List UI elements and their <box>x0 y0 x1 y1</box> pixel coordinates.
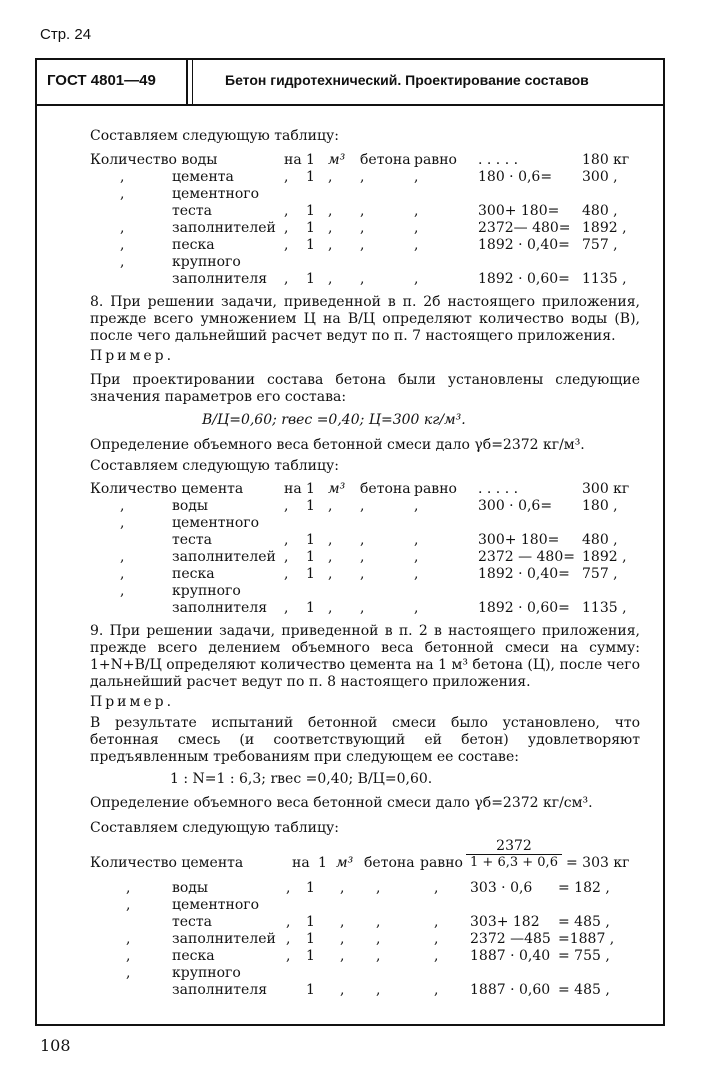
table1-row-5-name: песка <box>172 237 215 253</box>
table3-fraction-numerator: 2372 <box>466 838 562 855</box>
table3-row-3-b: , <box>376 931 381 947</box>
table3-row-3-f: 2372 —485 <box>470 931 551 947</box>
table2-row-0-f: . . . . . <box>478 481 519 497</box>
table3-row-4-u: , <box>286 948 291 964</box>
table2-row-5-u: , <box>284 566 289 582</box>
table3-row-1-q: , <box>126 897 131 913</box>
table1-row-4-r: , <box>414 220 419 236</box>
table1-row-6-name: крупного <box>172 254 241 270</box>
example2-formula: 1 : N=1 : 6,3; rвес =0,40; В/Ц=0,60. <box>170 771 433 787</box>
table1-row-0-v: 180 кг <box>582 152 630 168</box>
table2-row-1-name: воды <box>172 498 209 514</box>
table3-first-b: бетона <box>364 855 415 871</box>
table2-row-2-q: , <box>120 515 125 531</box>
table2-row-6-name: крупного <box>172 583 241 599</box>
table1-row-0-m: м³ <box>328 152 346 168</box>
header-divider <box>186 60 188 104</box>
table2-row-7-r: , <box>414 600 419 616</box>
table1-row-2-q: , <box>120 186 125 202</box>
table1-caption: Составляем следующую таблицу: <box>90 128 339 144</box>
table2-row-0-m: м³ <box>328 481 346 497</box>
table2-row-5-q: , <box>120 566 125 582</box>
table2-row-2-name: цементного <box>172 515 260 531</box>
table3-row-2-r: , <box>434 914 439 930</box>
table3-row-6-n: 1 <box>306 982 315 998</box>
table2-row-4-q: , <box>120 549 125 565</box>
header-divider-thin <box>192 60 193 104</box>
table3-row-4-n: 1 <box>306 948 315 964</box>
table2-row-1-f: 300 · 0,6= <box>478 498 553 514</box>
table2-row-0-name: Количество цемента <box>90 481 244 497</box>
table2-row-4-f: 2372 — 480= <box>478 549 575 565</box>
table3-row-2-name: теста <box>172 914 212 930</box>
table1-row-7-v: 1135 , <box>582 271 627 287</box>
table1-row-3-u: , <box>284 203 289 219</box>
table1-row-3-n: 1 <box>306 203 315 219</box>
table1-row-4-m: , <box>328 220 333 236</box>
table3-row-0-u: , <box>286 880 291 896</box>
table3-first-name: Количество цемента <box>90 855 244 871</box>
example1-formula: В/Ц=0,60; rвес =0,40; Ц=300 кг/м³. <box>202 412 466 428</box>
table2-row-5-n: 1 <box>306 566 315 582</box>
table2-row-0-b: бетона <box>360 481 411 497</box>
table2-row-5-v: 757 , <box>582 566 618 582</box>
table2-row-1-q: , <box>120 498 125 514</box>
table1-row-5-q: , <box>120 237 125 253</box>
table3-row-4-r: , <box>434 948 439 964</box>
table2-row-3-f: 300+ 180= <box>478 532 560 548</box>
paragraph-9: 9. При решении задачи, приведенной в п. 2 в настоящего приложения, прежде всего делением объемного веса бетонной смеси на сумму: 1+N+В/Ц определяют количество цемента на 1 м³ бетона (Ц), после чего дальнейший расчет ведут по п. 8 настоящего приложения. <box>90 623 640 690</box>
table2-row-7-v: 1135 , <box>582 600 627 616</box>
table3-row-4-name: песка <box>172 948 215 964</box>
table2-row-1-m: , <box>328 498 333 514</box>
table3-fraction-denominator: 1 + 6,3 + 0,6 <box>470 855 558 870</box>
table2-row-4-name: заполнителей <box>172 549 276 565</box>
table1-row-1-n: 1 <box>306 169 315 185</box>
table1-row-0-b: бетона <box>360 152 411 168</box>
table1-row-7-b: , <box>360 271 365 287</box>
table1-row-2-name: цементного <box>172 186 260 202</box>
table3-row-0-v: = 182 , <box>558 880 610 896</box>
table3-row-4-f: 1887 · 0,40 <box>470 948 551 964</box>
table2-row-3-m: , <box>328 532 333 548</box>
table2-row-1-b: , <box>360 498 365 514</box>
table2-row-0-v: 300 кг <box>582 481 630 497</box>
table2-row-4-n: 1 <box>306 549 315 565</box>
table1-row-4-name: заполнителей <box>172 220 276 236</box>
table1-row-1-v: 300 , <box>582 169 618 185</box>
table1-row-3-b: , <box>360 203 365 219</box>
table1-row-1-r: , <box>414 169 419 185</box>
table1-row-4-f: 2372— 480= <box>478 220 571 236</box>
table1-row-1-q: , <box>120 169 125 185</box>
table3-row-4-v: = 755 , <box>558 948 610 964</box>
table3-row-6-r: , <box>434 982 439 998</box>
table2-row-3-u: , <box>284 532 289 548</box>
table1-row-4-n: 1 <box>306 220 315 236</box>
table3-row-0-q: , <box>126 880 131 896</box>
table2-row-1-n: 1 <box>306 498 315 514</box>
document-header <box>37 60 663 106</box>
table3-caption: Составляем следующую таблицу: <box>90 820 339 836</box>
table3-row-3-v: =1887 , <box>558 931 615 947</box>
table1-row-3-r: , <box>414 203 419 219</box>
table2-row-6-q: , <box>120 583 125 599</box>
table1-row-0-r: равно <box>414 152 457 168</box>
table3-row-0-m: , <box>340 880 345 896</box>
table3-row-4-b: , <box>376 948 381 964</box>
table2-row-7-name: заполнителя <box>172 600 268 616</box>
table3-row-1-name: цементного <box>172 897 260 913</box>
table2-row-4-u: , <box>284 549 289 565</box>
table2-caption: Составляем следующую таблицу: <box>90 458 339 474</box>
table1-row-4-u: , <box>284 220 289 236</box>
table3-first-u: на <box>292 855 310 871</box>
table1-row-1-b: , <box>360 169 365 185</box>
table2-row-0-n: 1 <box>306 481 315 497</box>
paragraph-8: 8. При решении задачи, приведенной в п. 2б настоящего приложения, прежде всего умножением Ц на В/Ц определяют количество воды (В), после чего дальнейший расчет ведут по п. 7 настоящего приложения. <box>90 294 640 344</box>
example1-text: При проектировании состава бетона были установлены следующие значения параметров его состава: <box>90 372 640 405</box>
table1-row-7-name: заполнителя <box>172 271 268 287</box>
standard-title: Бетон гидротехнический. Проектирование составов <box>225 72 589 88</box>
example2-text: В результате испытаний бетонной смеси было установлено, что бетонная смесь (и соответствующий ей бетон) удовлетворяют предъявленным требованиям при следующем ее составе: <box>90 715 640 765</box>
table2-row-1-v: 180 , <box>582 498 618 514</box>
table3-first-n: 1 <box>318 855 327 871</box>
table3-row-6-f: 1887 · 0,60 <box>470 982 551 998</box>
table3-row-6-b: , <box>376 982 381 998</box>
table3-row-4-m: , <box>340 948 345 964</box>
page-number: 108 <box>40 1036 71 1055</box>
table1-row-7-r: , <box>414 271 419 287</box>
example1-label: Пример. <box>90 348 175 364</box>
table1-row-0-name: Количество воды <box>90 152 218 168</box>
table3-row-3-r: , <box>434 931 439 947</box>
table1-row-6-q: , <box>120 254 125 270</box>
table3-first-value: = 303 кг <box>566 855 630 871</box>
table3-row-5-q: , <box>126 965 131 981</box>
table1-row-1-f: 180 · 0,6= <box>478 169 553 185</box>
standard-code: ГОСТ 4801—49 <box>47 72 156 89</box>
table2-row-3-name: теста <box>172 532 212 548</box>
table3-row-3-name: заполнителей <box>172 931 276 947</box>
table3-row-2-n: 1 <box>306 914 315 930</box>
table2-row-3-r: , <box>414 532 419 548</box>
table3-row-2-u: , <box>286 914 291 930</box>
example2-density: Определение объемного веса бетонной смеси дало γб=2372 кг/см³. <box>90 795 593 811</box>
table1-row-4-v: 1892 , <box>582 220 627 236</box>
table3-row-3-n: 1 <box>306 931 315 947</box>
table2-row-4-v: 1892 , <box>582 549 627 565</box>
table2-row-1-r: , <box>414 498 419 514</box>
table2-row-4-m: , <box>328 549 333 565</box>
table1-row-5-n: 1 <box>306 237 315 253</box>
table1-row-5-v: 757 , <box>582 237 618 253</box>
table1-row-5-m: , <box>328 237 333 253</box>
table1-row-3-v: 480 , <box>582 203 618 219</box>
table3-row-3-m: , <box>340 931 345 947</box>
table2-row-4-r: , <box>414 549 419 565</box>
table1-row-5-b: , <box>360 237 365 253</box>
table2-row-7-u: , <box>284 600 289 616</box>
table1-row-7-m: , <box>328 271 333 287</box>
example2-label: Пример. <box>90 694 175 710</box>
table2-row-5-f: 1892 · 0,40= <box>478 566 570 582</box>
table1-row-7-n: 1 <box>306 271 315 287</box>
table3-row-0-b: , <box>376 880 381 896</box>
table3-row-3-u: , <box>286 931 291 947</box>
table3-row-2-f: 303+ 182 <box>470 914 540 930</box>
table2-row-0-u: на <box>284 481 302 497</box>
table3-row-2-m: , <box>340 914 345 930</box>
table2-row-3-v: 480 , <box>582 532 618 548</box>
table1-row-5-r: , <box>414 237 419 253</box>
table1-row-7-u: , <box>284 271 289 287</box>
table3-row-4-q: , <box>126 948 131 964</box>
table2-row-7-n: 1 <box>306 600 315 616</box>
table3-row-0-r: , <box>434 880 439 896</box>
table1-row-0-f: . . . . . <box>478 152 519 168</box>
table3-row-6-v: = 485 , <box>558 982 610 998</box>
table1-row-4-q: , <box>120 220 125 236</box>
table3-fraction <box>466 838 562 870</box>
example1-density: Определение объемного веса бетонной смеси дало γб=2372 кг/м³. <box>90 437 585 453</box>
page-label: Стр. 24 <box>40 26 92 43</box>
table1-row-7-f: 1892 · 0,60= <box>478 271 570 287</box>
table2-row-5-name: песка <box>172 566 215 582</box>
table2-row-7-f: 1892 · 0,60= <box>478 600 570 616</box>
table3-row-0-name: воды <box>172 880 209 896</box>
table2-row-5-r: , <box>414 566 419 582</box>
table2-row-0-r: равно <box>414 481 457 497</box>
table1-row-3-m: , <box>328 203 333 219</box>
table2-row-3-b: , <box>360 532 365 548</box>
table3-row-3-q: , <box>126 931 131 947</box>
table3-row-2-b: , <box>376 914 381 930</box>
table1-row-1-u: , <box>284 169 289 185</box>
table2-row-3-n: 1 <box>306 532 315 548</box>
table3-first-r: равно <box>420 855 463 871</box>
table1-row-0-n: 1 <box>306 152 315 168</box>
table1-row-4-b: , <box>360 220 365 236</box>
table3-row-2-v: = 485 , <box>558 914 610 930</box>
table1-row-1-name: цемента <box>172 169 234 185</box>
table2-row-5-b: , <box>360 566 365 582</box>
table2-row-7-b: , <box>360 600 365 616</box>
table1-row-1-m: , <box>328 169 333 185</box>
table2-row-5-m: , <box>328 566 333 582</box>
table2-row-4-b: , <box>360 549 365 565</box>
table1-row-5-f: 1892 · 0,40= <box>478 237 570 253</box>
table3-first-m: м³ <box>336 855 354 871</box>
table2-row-1-u: , <box>284 498 289 514</box>
table3-row-6-m: , <box>340 982 345 998</box>
table3-row-6-name: заполнителя <box>172 982 268 998</box>
table1-row-5-u: , <box>284 237 289 253</box>
table3-row-5-name: крупного <box>172 965 241 981</box>
table1-row-0-u: на <box>284 152 302 168</box>
table1-row-3-f: 300+ 180= <box>478 203 560 219</box>
table1-row-3-name: теста <box>172 203 212 219</box>
table3-row-0-n: 1 <box>306 880 315 896</box>
table2-row-7-m: , <box>328 600 333 616</box>
table3-row-0-f: 303 · 0,6 <box>470 880 533 896</box>
